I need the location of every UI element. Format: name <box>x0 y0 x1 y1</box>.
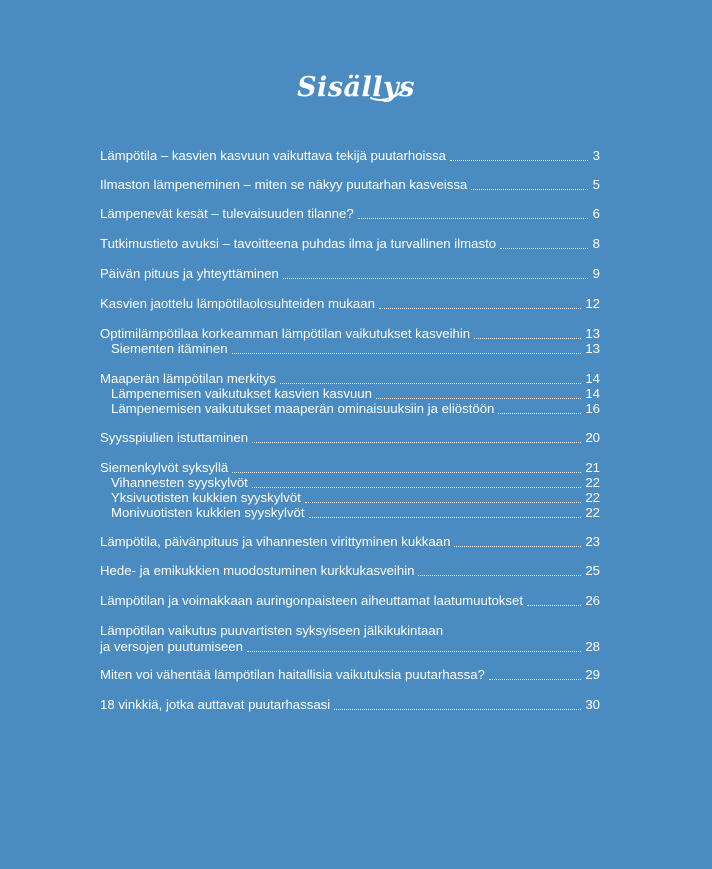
toc-entry-label: Maaperän lämpötilan merkitys <box>100 371 276 386</box>
dot-leader <box>232 353 582 354</box>
dot-leader <box>500 248 588 249</box>
toc-entry[interactable] <box>100 697 600 713</box>
toc-entry-page: 6 <box>592 206 600 221</box>
dot-leader <box>232 472 581 473</box>
toc-entry-page: 22 <box>585 505 600 520</box>
toc-subentry[interactable] <box>100 386 600 402</box>
dot-leader <box>305 502 582 503</box>
dot-leader <box>247 651 581 652</box>
toc-entry-label: Lämpenevät kesät – tulevaisuuden tilanne? <box>100 206 354 221</box>
toc-entry[interactable] <box>100 236 600 252</box>
toc-entry-label: Päivän pituus ja yhteyttäminen <box>100 266 279 281</box>
toc-entry[interactable] <box>100 371 600 387</box>
toc-entry-label: Lämpötila, päivänpituus ja vihannesten virittyminen kukkaan <box>100 534 451 549</box>
toc-entry-label: Lämpötilan ja voimakkaan auringonpaisteen aiheuttamat laatumuutokset <box>100 593 523 608</box>
toc-entry-label: Lämpenemisen vaikutukset maaperän ominaisuuksiin ja eliöstöön <box>111 401 495 416</box>
toc-entry-label: Optimilämpötilaa korkeamman lämpötilan vaikutukset kasveihin <box>100 326 471 341</box>
toc-entry-label: Kasvien jaottelu lämpötilaolosuhteiden mukaan <box>100 296 375 311</box>
toc-entry-label: Ilmaston lämpeneminen – miten se näkyy puutarhan kasveissa <box>100 177 468 192</box>
toc-entry[interactable] <box>100 430 600 446</box>
dot-leader <box>527 605 581 606</box>
toc-subentry[interactable] <box>100 401 600 417</box>
toc-entry-label: Vihannesten syyskylvöt <box>111 475 248 490</box>
toc-entry-label: Yksivuotisten kukkien syyskylvöt <box>111 490 301 505</box>
toc-entry[interactable] <box>100 460 600 476</box>
toc-entry-page: 22 <box>585 490 600 505</box>
heading-swash-decoration <box>370 86 406 104</box>
toc-entry[interactable] <box>100 326 600 342</box>
toc-entry-label: Monivuotisten kukkien syyskylvöt <box>111 505 305 520</box>
toc-entry-label-line1: Lämpötilan vaikutus puuvartisten syksyiseen jälkikukintaan <box>100 623 444 638</box>
toc-entry[interactable] <box>100 266 600 282</box>
toc-entry-page: 9 <box>592 266 600 281</box>
toc-subentry[interactable] <box>100 505 600 521</box>
dot-leader <box>252 487 581 488</box>
toc-entry-page: 5 <box>592 177 600 192</box>
toc-entry[interactable] <box>100 534 600 550</box>
toc-entry-page: 22 <box>585 475 600 490</box>
toc-entry-label: Miten voi vähentää lämpötilan haitallisia vaikutuksia puutarhassa? <box>100 667 485 682</box>
toc-entry-page: 28 <box>585 639 600 654</box>
toc-entry-label: Lämpötila – kasvien kasvuun vaikuttava tekijä puutarhoissa <box>100 148 447 163</box>
toc-entry-page: 21 <box>585 460 600 475</box>
dot-leader <box>418 575 581 576</box>
toc-entry-page: 13 <box>585 326 600 341</box>
toc-entry-page: 14 <box>585 371 600 386</box>
toc-entry[interactable] <box>100 296 600 312</box>
toc-entry[interactable] <box>100 148 600 164</box>
toc-entry[interactable] <box>100 667 600 683</box>
toc-entry-label: Lämpenemisen vaikutukset kasvien kasvuun <box>111 386 372 401</box>
toc-entry-page: 26 <box>585 593 600 608</box>
toc-entry-page: 16 <box>585 401 600 416</box>
toc-entry-page: 20 <box>585 430 600 445</box>
toc-subentry[interactable] <box>100 475 600 491</box>
toc-entry-page: 29 <box>585 667 600 682</box>
dot-leader <box>471 189 588 190</box>
toc-entry[interactable] <box>100 563 600 579</box>
dot-leader <box>252 442 581 443</box>
toc-entry-page: 12 <box>585 296 600 311</box>
toc-subentry[interactable] <box>100 341 600 357</box>
toc-entry-page: 13 <box>585 341 600 356</box>
dot-leader <box>358 218 588 219</box>
toc-heading: Sisällys <box>297 72 415 103</box>
dot-leader <box>334 709 581 710</box>
dot-leader <box>283 278 588 279</box>
dot-leader <box>376 398 581 399</box>
dot-leader <box>474 338 581 339</box>
toc-entry[interactable] <box>100 206 600 222</box>
toc-entry[interactable] <box>100 623 600 655</box>
dot-leader <box>454 546 581 547</box>
toc-entry-label: 18 vinkkiä, jotka auttavat puutarhassasi <box>100 697 331 712</box>
toc-subentry[interactable] <box>100 490 600 506</box>
toc-entry-page: 14 <box>585 386 600 401</box>
toc-entry-page: 3 <box>592 148 600 163</box>
toc-entry-page: 25 <box>585 563 600 578</box>
toc-entry-label-line2: ja versojen puutumiseen <box>100 639 243 654</box>
toc-entry[interactable] <box>100 593 600 609</box>
toc-entry[interactable] <box>100 177 600 193</box>
toc-entry-label: Siementen itäminen <box>111 341 228 356</box>
toc-entry-label: Hede- ja emikukkien muodostuminen kurkkukasveihin <box>100 563 415 578</box>
dot-leader <box>489 679 581 680</box>
toc-entry-label: Syysspiulien istuttaminen <box>100 430 249 445</box>
dot-leader <box>450 160 588 161</box>
dot-leader <box>379 308 581 309</box>
dot-leader <box>280 383 581 384</box>
toc-entry-page: 8 <box>592 236 600 251</box>
toc-entry-page: 30 <box>585 697 600 712</box>
toc-entry-label: Siemenkylvöt syksyllä <box>100 460 229 475</box>
toc-entry-page: 23 <box>585 534 600 549</box>
dot-leader <box>309 517 582 518</box>
dot-leader <box>498 413 581 414</box>
toc-entry-label: Tutkimustieto avuksi – tavoitteena puhdas ilma ja turvallinen ilmasto <box>100 236 497 251</box>
